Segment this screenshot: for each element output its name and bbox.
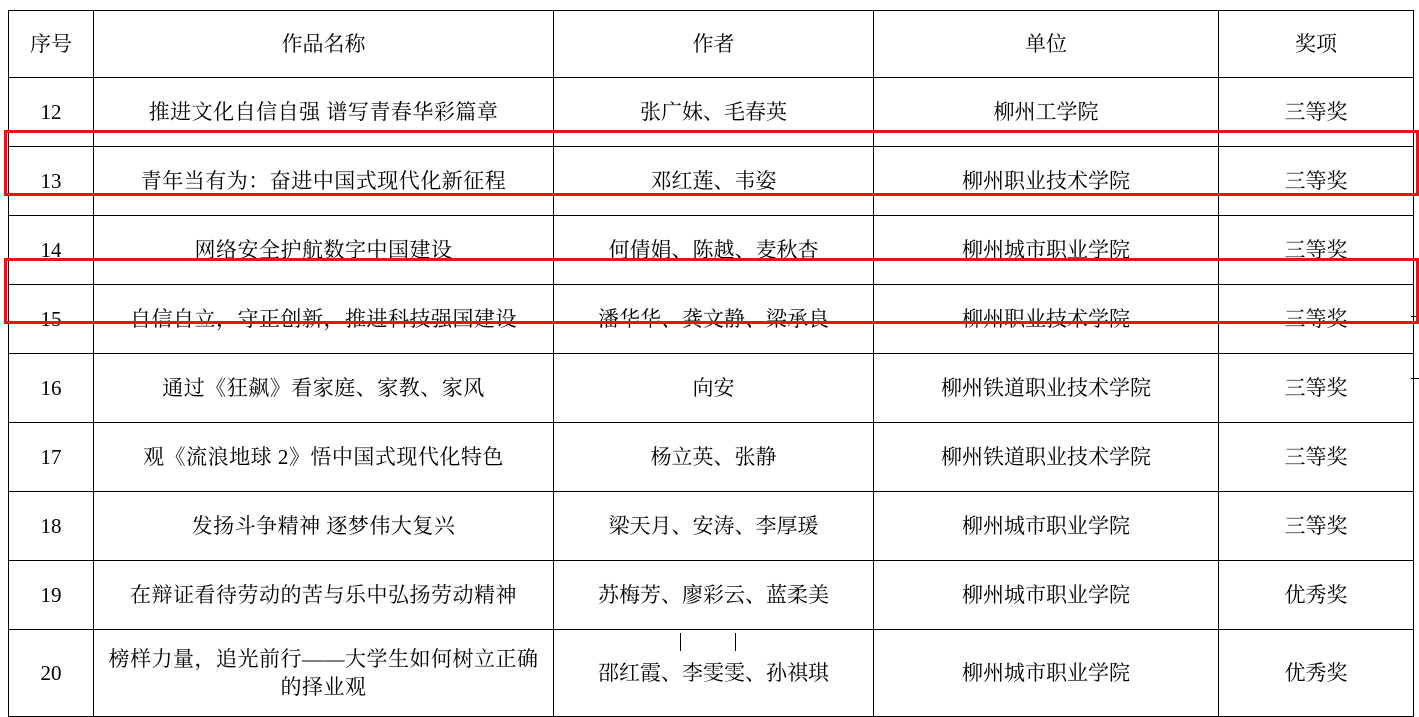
cell-index: 15 — [9, 285, 94, 354]
table-row — [9, 492, 1414, 561]
cell-unit: 柳州职业技术学院 — [874, 285, 1219, 354]
table-row — [9, 354, 1414, 423]
cell-award: 三等奖 — [1219, 147, 1414, 216]
cell-award: 三等奖 — [1219, 285, 1414, 354]
cell-title: 榜样力量，追光前行——大学生如何树立正确的择业观 — [94, 630, 554, 717]
table-header-row — [9, 11, 1414, 78]
cell-author: 何倩娟、陈越、麦秋杏 — [554, 216, 874, 285]
cell-unit: 柳州铁道职业技术学院 — [874, 354, 1219, 423]
table-row — [9, 561, 1414, 630]
cell-award: 三等奖 — [1219, 492, 1414, 561]
cell-title: 推进文化自信自强 谱写青春华彩篇章 — [94, 78, 554, 147]
cell-index: 20 — [9, 630, 94, 717]
page-edge-mark-bottom — [1411, 378, 1419, 379]
cell-title: 观《流浪地球 2》悟中国式现代化特色 — [94, 423, 554, 492]
cell-unit: 柳州职业技术学院 — [874, 147, 1219, 216]
table-row — [9, 423, 1414, 492]
table-row — [9, 216, 1414, 285]
cell-award: 三等奖 — [1219, 216, 1414, 285]
cell-index: 18 — [9, 492, 94, 561]
table-body — [9, 78, 1414, 717]
cell-award: 三等奖 — [1219, 78, 1414, 147]
page-edge-mark-top — [1411, 316, 1419, 317]
column-header-award: 奖项 — [1219, 11, 1414, 78]
cell-author: 张广妹、毛春英 — [554, 78, 874, 147]
column-header-title: 作品名称 — [94, 11, 554, 78]
cell-index: 14 — [9, 216, 94, 285]
cell-author: 苏梅芳、廖彩云、蓝柔美 — [554, 561, 874, 630]
cell-author: 向安 — [554, 354, 874, 423]
cell-award: 三等奖 — [1219, 354, 1414, 423]
cell-unit: 柳州城市职业学院 — [874, 561, 1219, 630]
cell-title: 自信自立，守正创新，推进科技强国建设 — [94, 285, 554, 354]
cell-index: 16 — [9, 354, 94, 423]
cell-award: 三等奖 — [1219, 423, 1414, 492]
table-header — [9, 11, 1414, 78]
cell-author: 杨立英、张静 — [554, 423, 874, 492]
cell-unit: 柳州城市职业学院 — [874, 216, 1219, 285]
table-row — [9, 285, 1414, 354]
cell-author: 梁天月、安涛、李厚瑗 — [554, 492, 874, 561]
column-header-author: 作者 — [554, 11, 874, 78]
table-row — [9, 78, 1414, 147]
cell-award: 优秀奖 — [1219, 630, 1414, 717]
cell-title: 发扬斗争精神 逐梦伟大复兴 — [94, 492, 554, 561]
cell-author: 邵红霞、李雯雯、孙祺琪 — [554, 630, 874, 717]
cell-unit: 柳州城市职业学院 — [874, 492, 1219, 561]
cell-unit: 柳州工学院 — [874, 78, 1219, 147]
award-list-table — [8, 10, 1414, 717]
cell-index: 17 — [9, 423, 94, 492]
column-header-index: 序号 — [9, 11, 94, 78]
cell-title: 在辩证看待劳动的苦与乐中弘扬劳动精神 — [94, 561, 554, 630]
cell-title: 通过《狂飙》看家庭、家教、家风 — [94, 354, 554, 423]
cell-award: 优秀奖 — [1219, 561, 1414, 630]
cell-unit: 柳州铁道职业技术学院 — [874, 423, 1219, 492]
cell-title: 网络安全护航数字中国建设 — [94, 216, 554, 285]
cell-author: 邓红莲、韦姿 — [554, 147, 874, 216]
cell-unit: 柳州城市职业学院 — [874, 630, 1219, 717]
table-row — [9, 147, 1414, 216]
cell-author: 潘华华、龚文静、梁承良 — [554, 285, 874, 354]
page-bottom-notch — [680, 633, 736, 651]
cell-index: 13 — [9, 147, 94, 216]
column-header-unit: 单位 — [874, 11, 1219, 78]
cell-title: 青年当有为：奋进中国式现代化新征程 — [94, 147, 554, 216]
cell-index: 19 — [9, 561, 94, 630]
cell-index: 12 — [9, 78, 94, 147]
